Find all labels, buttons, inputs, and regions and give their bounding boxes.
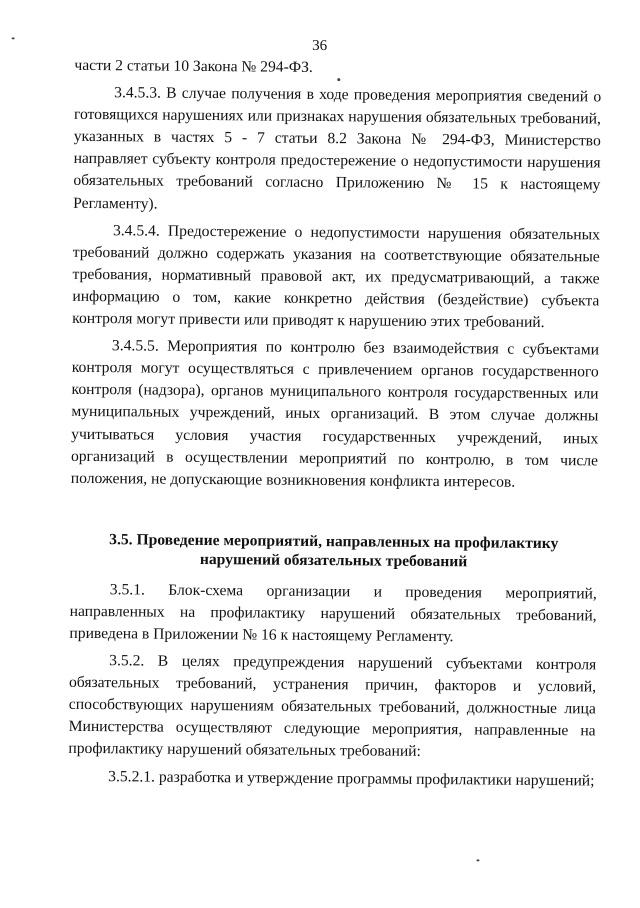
section-heading-line2: нарушений обязательных требований — [199, 550, 468, 571]
paragraph-3-5-1: 3.5.1. Блок-схема организации и проведения мероприятий, направленных на профилактику нарушений обязательных требований, приведена в Приложении № 16 к настоящему Регламенту. — [69, 580, 597, 646]
paragraph-3-4-5-5: 3.4.5.5. Мероприятия по контролю без взаимодействия с субъектами контроля могут осуществляться с привлечением органов государственного контроля (надзора), органов муниципального контроля государственных или муниципальных учреждений, иных организаций. В этом случае должны учитываться условия участия государственных учреждений, иных организаций в осуществлении мероприятий по контролю, в том числе положения, не допускающие возникновения конфликта интересов. — [70, 337, 600, 491]
section-heading-3-5 — [70, 530, 597, 573]
scan-speck — [476, 859, 479, 861]
paragraph-3-5-2: 3.5.2. В целях предупреждения нарушений субъектами контроля обязательных требований, устранения причин, факторов и условий, способствующих нарушениям обязательных требований, должностные лица Министерства осуществляют следующие мероприятия, направленные на профилактику нарушений обязательных требований: — [68, 652, 597, 761]
paragraph-3-4-5-4: 3.4.5.4. Предостережение о недопустимости нарушения обязательных требований должно содержать указания на соответствующие обязательные требования, нормативный правовой акт, их предусматривающий, а также информацию о том, какие конкретно действия (бездействие) субъекта контроля могут привести или приводят к нарушению этих требований. — [72, 221, 601, 332]
paragraph-continuation: части 2 статьи 10 Закона № 294-ФЗ. — [74, 56, 313, 76]
document-body — [68, 55, 601, 792]
scan-speck — [12, 37, 15, 39]
scan-speck — [337, 78, 340, 81]
page-number: 36 — [312, 37, 328, 55]
paragraph-3-4-5-3: 3.4.5.3. В случае получения в ходе проведения мероприятия сведений о готовящихся нарушениях или признаках нарушения обязательных требований, указанных в частях 5 - 7 статьи 8.2 Закона № 294-ФЗ, Министерство направляет субъекту контроля предостережение о недопустимости нарушения обязательных требований согласно Приложению № 15 к настоящему Регламенту). — [73, 84, 602, 213]
paragraph-3-5-2-1: 3.5.2.1. разработка и утверждение программы профилактики нарушений; — [108, 767, 595, 789]
section-heading-line1: 3.5. Проведение мероприятий, направленных на профилактику — [109, 530, 559, 552]
